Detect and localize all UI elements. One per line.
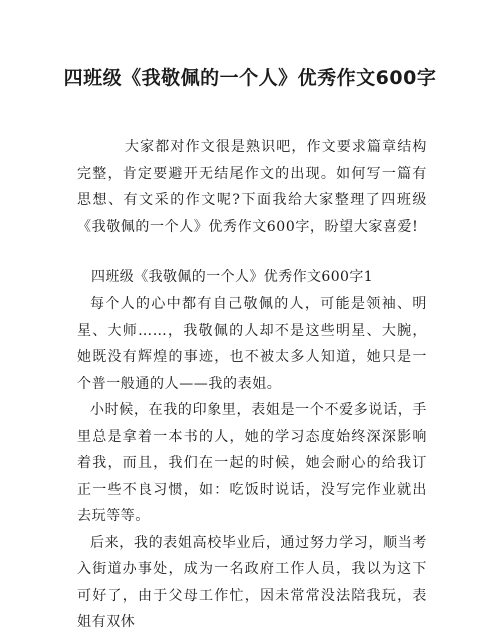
body-paragraph-3: 后来，我的表姐高校毕业后，通过努力学习，顺当考入街道办事处，成为一名政府工作人员，我以为这下可好了，由于父母工作忙，因未常常没法陪我玩，表姐有双休 [77,534,427,630]
article-body [77,291,427,636]
body-paragraph-1: 每个人的心中都有自己敬佩的人，可能是领袖、明星、大师……，我敬佩的人却不是这些明星、大腕，她既没有辉煌的事迹，也不被太多人知道，她只是一个普一般通的人——我的表姐。 [77,296,427,392]
section-heading: 四班级《我敬佩的一个人》优秀作文600字1 [91,269,374,285]
intro-paragraph: 大家都对作文很是熟识吧，作文要求篇章结构完整，肯定要避开无结尾作文的出现。如何写一篇有思想、有文采的作文呢?下面我给大家整理了四班级《我敬佩的一个人》优秀作文600字，盼望大家喜爱! [77,139,427,235]
document-title: 四班级《我敬佩的一个人》优秀作文600字 [63,67,437,89]
body-paragraph-2: 小时候，在我的印象里，表姐是一个不爱多说话，手里总是拿着一本书的人，她的学习态度始终深深影响着我，而且，我们在一起的时候，她会耐心的给我订正一些不良习惯，如：吃饭时说话，没写完作业就出去玩等等。 [77,402,427,524]
